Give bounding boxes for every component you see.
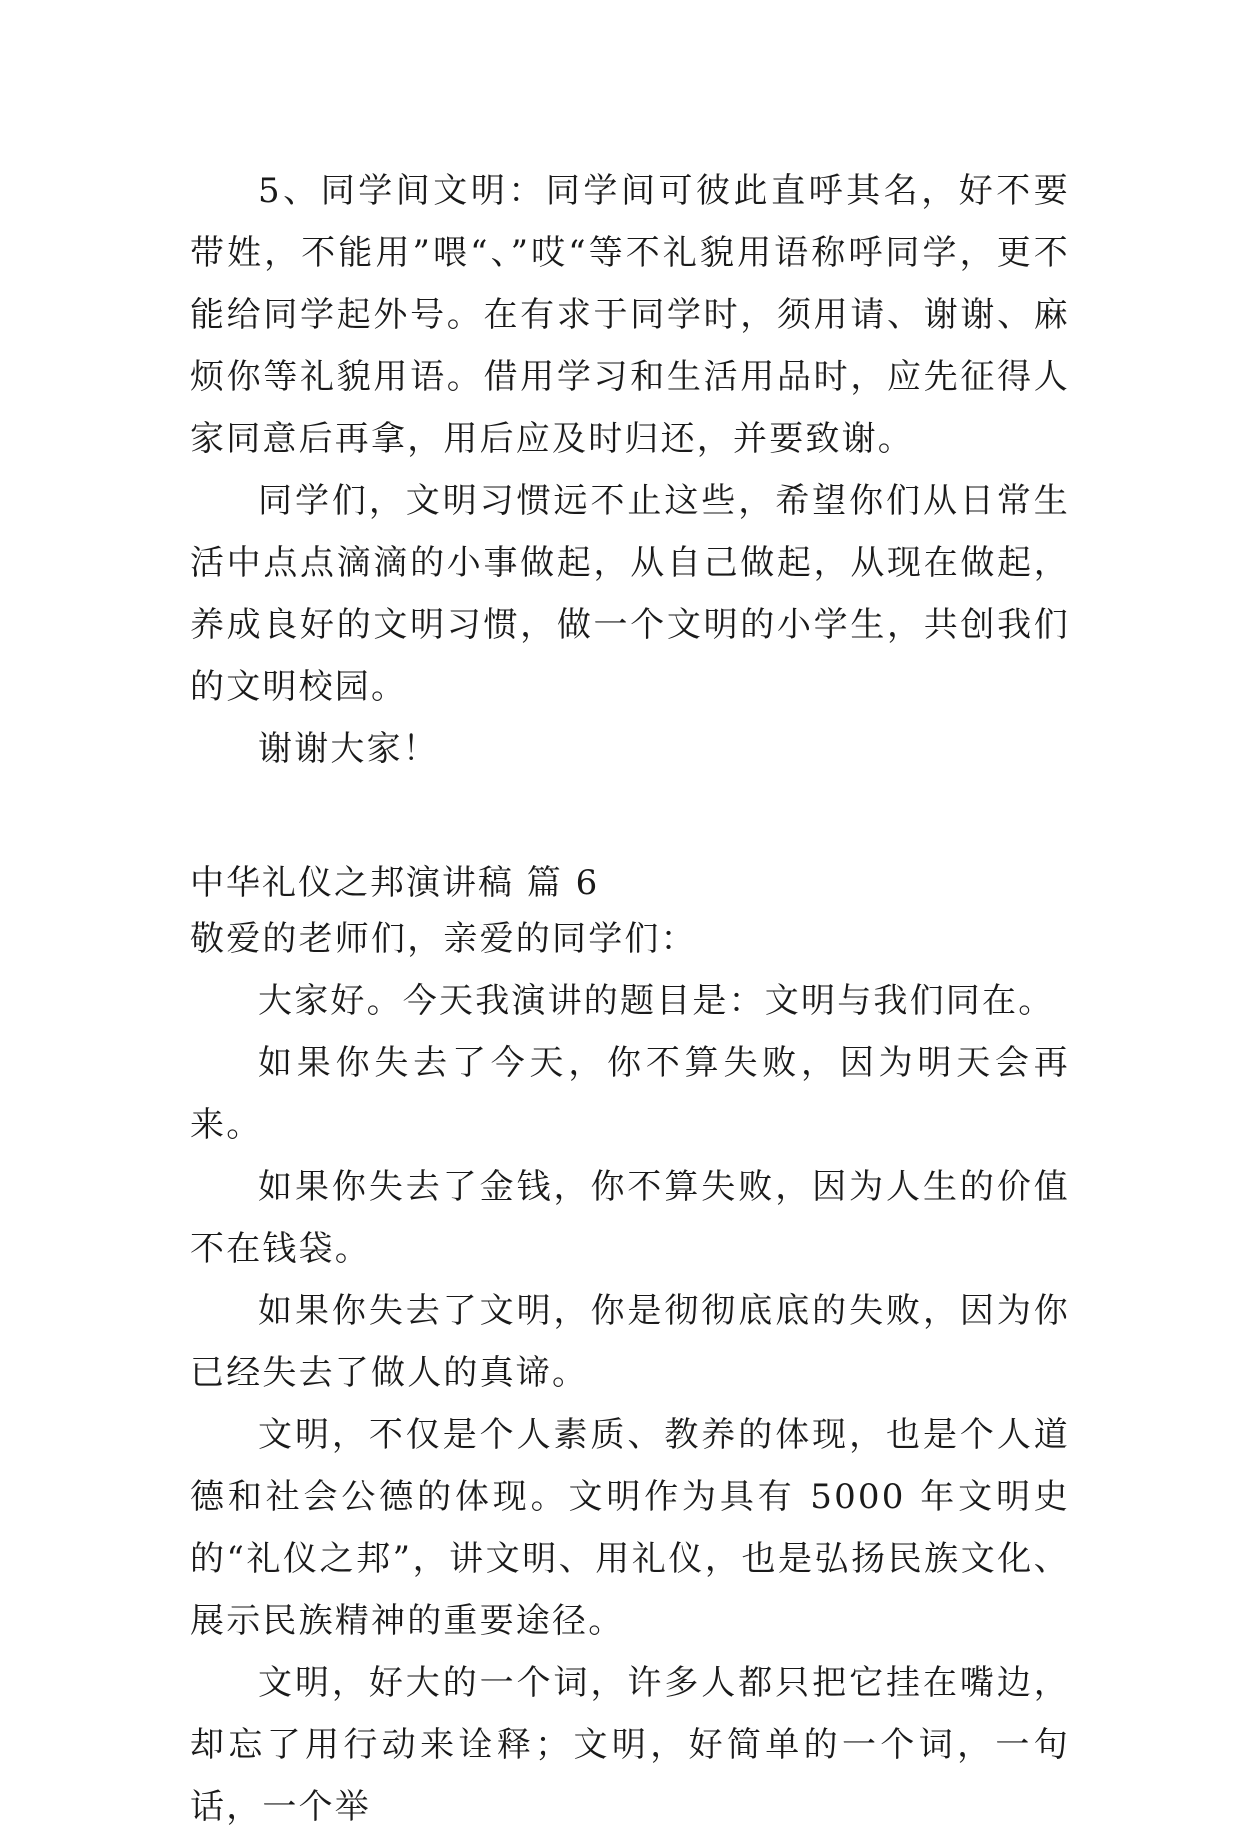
document-body: [190, 160, 1070, 1838]
paragraph-civility-habits: 同学们，文明习惯远不止这些，希望你们从日常生活中点点滴滴的小事做起，从自己做起，从现在做起，养成良好的文明习惯，做一个文明的小学生，共创我们的文明校园。: [190, 481, 1070, 707]
paragraph-civility-word: 文明，好大的一个词，许多人都只把它挂在嘴边，却忘了用行动来诠释；文明，好简单的一个词，一句话，一个举: [190, 1663, 1070, 1827]
section-title: 中华礼仪之邦演讲稿 篇 6: [190, 863, 600, 903]
paragraph-classmate-civility: 5、同学间文明：同学间可彼此直呼其名，好不要带姓，不能用”喂“、”哎“等不礼貌用语称呼同学，更不能给同学起外号。在有求于同学时，须用请、谢谢、麻烦你等礼貌用语。借用学习和生活用品时，应先征得人家同意后再拿，用后应及时归还，并要致谢。: [190, 171, 1070, 459]
paragraph-lose-civility: 如果你失去了文明，你是彻彻底底的失败，因为你已经失去了做人的真谛。: [190, 1291, 1070, 1393]
paragraph-thanks: 谢谢大家！: [258, 729, 439, 769]
paragraph-greeting: 大家好。今天我演讲的题目是：文明与我们同在。: [258, 981, 1055, 1021]
paragraph-lose-today: 如果你失去了今天，你不算失败，因为明天会再来。: [190, 1043, 1070, 1145]
paragraph-civility-meaning: 文明，不仅是个人素质、教养的体现，也是个人道德和社会公德的体现。文明作为具有 5000 年文明史的“礼仪之邦”，讲文明、用礼仪，也是弘扬民族文化、展示民族精神的重要途径。: [190, 1415, 1070, 1641]
paragraph-lose-money: 如果你失去了金钱，你不算失败，因为人生的价值不在钱袋。: [190, 1167, 1070, 1269]
salutation: 敬爱的老师们，亲爱的同学们：: [190, 919, 697, 959]
